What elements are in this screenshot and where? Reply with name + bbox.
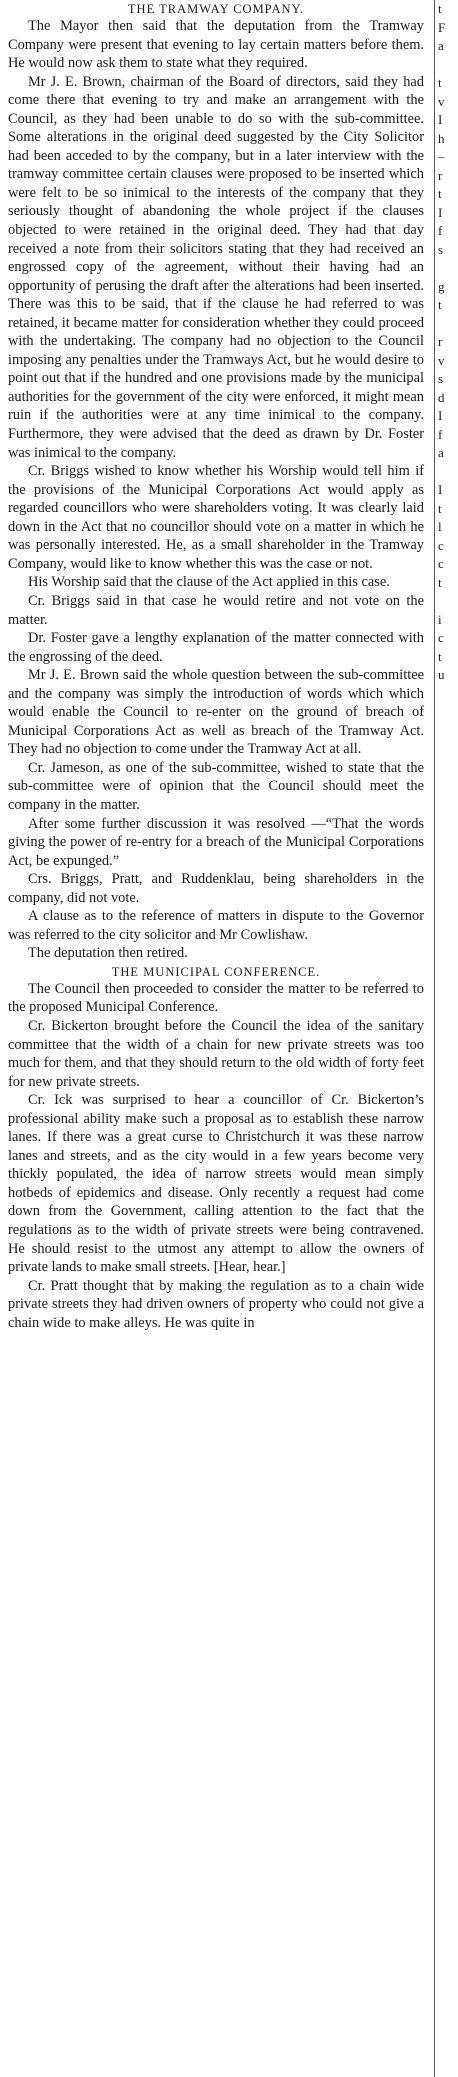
margin-fragment: c	[438, 537, 444, 553]
margin-fragment: a	[438, 445, 444, 460]
margin-fragment: f	[438, 223, 443, 238]
paragraph: Dr. Foster gave a lengthy explanation of the matter connected with the engrossing of the deed.	[8, 630, 424, 665]
margin-fragment: c	[438, 556, 444, 571]
column-divider	[434, 0, 435, 2077]
margin-fragment	[438, 315, 458, 334]
margin-fragment	[438, 463, 458, 482]
margin-fragment: I	[438, 112, 443, 127]
paragraph: Cr. Bickerton brought before the Council the idea of the sanitary committee that the width of a chain for new private streets was too much for them, and that they should return to the old width of forty feet for new private streets.	[8, 1017, 424, 1090]
margin-fragment	[438, 259, 458, 278]
margin-fragment: s	[438, 371, 444, 386]
margin-fragment: h	[438, 130, 445, 146]
margin-fragment	[438, 56, 458, 75]
paragraph: Mr J. E. Brown, chairman of the Board of directors, said they had come there that evening to try and make an arrangement with the Council, as they had been unable to do so with the sub-committee. Some alterations in the original deed suggested by the City Solicitor had been acceded to by the company, but in a later interview with the tramway committee certain clauses were proposed to be inserted which were felt to be so inimical to the interests of the company that they seriously thought of abandoning the whole project if the clauses objected to were retained in the original deed. They had that day received a note from their solicitors stating that they had received an engrossed copy of the agreement, without their having had an opportunity of perusing the draft after the alterations had been inserted. There was this to be said, that if the clause he had referred to was retained, it became matter for consideration whether they could proceed with the undertaking. The company had no objection to the Council imposing any penalties under the Tramways Act, but he would desire to point out that if the hundred and one provisions made by the municipal authorities for the government of the city were enforced, it might mean ruin if the authorities were at any time inimical to the company. Furthermore, they were advised that the deed as drawn by Dr. Foster was inimical to the company.	[8, 73, 424, 461]
margin-fragment: g	[438, 278, 445, 294]
paragraph: Cr. Briggs said in that case he would retire and not vote on the matter.	[8, 592, 424, 628]
paragraph: Crs. Briggs, Pratt, and Ruddenklau, being shareholders in the company, did not vote.	[8, 871, 424, 906]
margin-fragment: s	[438, 241, 444, 257]
margin-fragment: u	[438, 667, 445, 682]
margin-fragment: t	[438, 297, 442, 312]
margin-fragment: I	[438, 482, 443, 497]
paragraph: Cr. Jameson, as one of the sub-committee, wished to state that the sub-committee were of opinion that the Council should meet the company in the matter.	[8, 759, 424, 813]
section-heading-tramway: THE TRAMWAY COMPANY.	[127, 2, 305, 16]
margin-fragment: c	[438, 630, 444, 645]
margin-fragment: t	[438, 500, 442, 516]
paragraph: Cr. Ick was surprised to hear a councillor of Cr. Bickerton’s professional ability make such a proposal as to establish these narrow lanes. If there was a great curse to Christchurch it was these narrow lanes and streets, and as the city would in a few years become very thickly populated, the idea of narrow streets would mean simply hotbeds of epidemics and disease. Only recently a request had come down from the Government, calling attention to the fact that the regulations as to the width of private streets were being contravened. He should resist to the utmost any attempt to allow the owners of private lands to make small streets. [Hear, hear.]	[8, 1092, 424, 1276]
margin-fragment: I	[438, 408, 443, 423]
margin-fragment: v	[438, 93, 445, 109]
margin-fragment: r	[438, 334, 443, 349]
margin-fragment: t	[438, 186, 442, 201]
section-heading-conference: THE MUNICIPAL CONFERENCE.	[111, 964, 321, 979]
margin-fragment: t	[438, 1, 442, 16]
margin-fragment: i	[438, 611, 442, 627]
margin-fragment: d	[438, 389, 445, 405]
paragraph: Mr J. E. Brown said the whole question between the sub-committee and the company was simply the introduction of words which which would enable the Council to re-enter on the ground of breach of Municipal Corporations Act as well as breach of the Tramway Act. They had no objection to come under the Tramway Act at all.	[8, 667, 424, 758]
paragraph: The Mayor then said that the deputation from the Tramway Company were present that evening to lay certain matters before them. He would now ask them to state what they required.	[8, 18, 424, 72]
margin-fragment: t	[438, 648, 442, 664]
margin-fragment: –	[438, 149, 445, 164]
paragraph: His Worship said that the clause of the Act applied in this case.	[28, 574, 390, 591]
margin-fragment: F	[438, 19, 446, 35]
paragraph: Cr. Briggs wished to know whether his Worship would tell him if the provisions of the Municipal Corporations Act would apply as regarded councillors who were shareholders voting. It was clearly laid down in the Act that no councillor should vote on a matter in which he was personally interested. He, as a small shareholder in the Tramway Company, would like to know whether this was the case or not.	[8, 463, 424, 572]
margin-fragment: I	[438, 204, 443, 220]
margin-fragment: t	[438, 574, 442, 590]
margin-fragment: v	[438, 352, 445, 368]
paragraph: A clause as to the reference of matters in dispute to the Governor was referred to the city solicitor and Mr Cowlishaw.	[8, 908, 424, 943]
adjacent-column-fragment	[438, 0, 458, 2077]
paragraph: The deputation then retired.	[28, 945, 188, 962]
margin-fragment: f	[438, 426, 443, 442]
paragraph: Cr. Pratt thought that by making the regulation as to a chain wide private streets they had driven owners of property who could not give a chain wide to make alleys. He was quite in	[8, 1277, 424, 1331]
margin-fragment	[438, 592, 458, 611]
margin-fragment: l	[438, 519, 442, 534]
margin-fragment: t	[438, 75, 442, 90]
paragraph: After some further discussion it was resolved —“That the words giving the power of re-entry for a breach of the Municipal Corporations Act, be expunged.”	[8, 815, 424, 869]
paragraph: The Council then proceeded to consider the matter to be referred to the proposed Municipal Conference.	[8, 980, 424, 1016]
margin-fragment: r	[438, 167, 443, 183]
margin-fragment: a	[438, 38, 444, 53]
